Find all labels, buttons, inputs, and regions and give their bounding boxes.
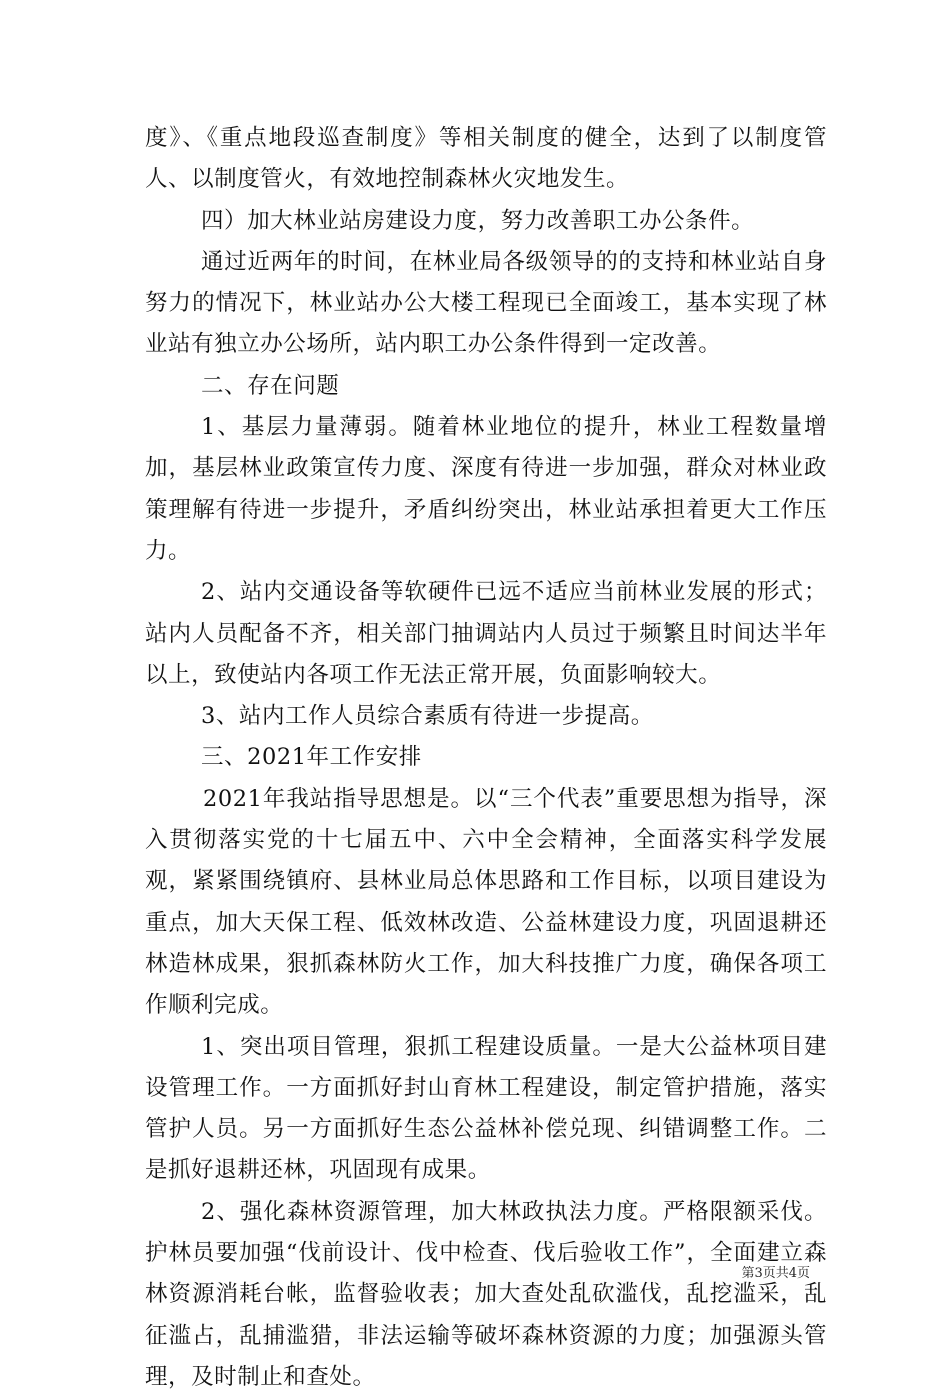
paragraph: 2、站内交通设备等软硬件已远不适应当前林业发展的形式；站内人员配备不齐，相关部门抽调站内人员过于频繁且时间达半年以上，致使站内各项工作无法正常开展，负面影响较大。 xyxy=(145,579,827,688)
paragraph: 3、站内工作人员综合素质有待进一步提高。 xyxy=(201,703,654,730)
paragraph-heading-4: 四）加大林业站房建设力度，努力改善职工办公条件。 xyxy=(201,207,755,234)
paragraph: 1、突出项目管理，狠抓工程建设质量。一是大公益林项目建设管理工作。一方面抓好封山育林工程建设，制定管护措施，落实管护人员。另一方面抓好生态公益林补偿兑现、纠错调整工作。二是抓好退耕还林，巩固现有成果。 xyxy=(145,1033,827,1184)
paragraph: 1、基层力量薄弱。随着林业地位的提升，林业工程数量增加，基层林业政策宣传力度、深度有待进一步加强，群众对林业政策理解有待进一步提升，矛盾纠纷突出，林业站承担着更大工作压力。 xyxy=(145,414,827,564)
document-body xyxy=(145,118,827,1398)
paragraph: 2021年我站指导思想是。以“三个代表”重要思想为指导，深入贯彻落实党的十七届五中、六中全会精神，全面落实科学发展观，紧紧围绕镇府、县林业局总体思路和工作目标，以项目建设为重点，加大天保工程、低效林改造、公益林建设力度，巩固退耕还林造林成果，狠抓森林防火工作，加大科技推广力度，确保各项工作顺利完成。 xyxy=(145,785,827,1019)
paragraph-continuation: 度》、《重点地段巡查制度》等相关制度的健全，达到了以制度管人、以制度管火，有效地控制森林火灾地发生。 xyxy=(145,125,827,193)
section-heading-plan: 三、2021年工作安排 xyxy=(201,744,422,771)
paragraph: 通过近两年的时间，在林业局各级领导的的支持和林业站自身努力的情况下，林业站办公大楼工程现已全面竣工，基本实现了林业站有独立办公场所，站内职工办公条件得到一定改善。 xyxy=(145,248,827,358)
section-heading-problems: 二、存在问题 xyxy=(201,372,340,399)
page-number-footer: 第3页共4页 xyxy=(741,1266,810,1281)
paragraph: 2、强化森林资源管理，加大林政执法力度。严格限额采伐。护林员要加强“伐前设计、伐中检查、伐后验收工作”，全面建立森林资源消耗台帐，监督验收表；加大查处乱砍滥伐，乱挖滥采，乱征滥占，乱捕滥猎，非法运输等破坏森林资源的力度；加强源头管理，及时制止和查处。 xyxy=(145,1198,827,1390)
